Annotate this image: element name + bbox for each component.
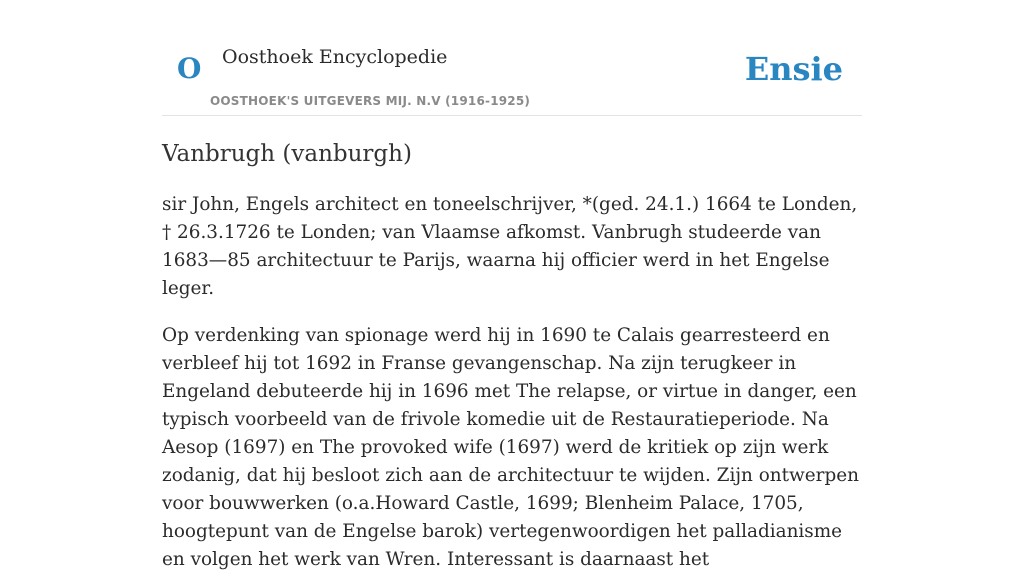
page-header bbox=[162, 0, 862, 116]
ensie-logo[interactable]: Ensie bbox=[744, 50, 843, 88]
article-title: Vanbrugh (vanburgh) bbox=[162, 141, 412, 167]
article-paragraph-2: Op verdenking van spionage werd hij in 1690 te Calais gearresteerd en verbleef hij tot 1692 in Franse gevangenschap. Na zijn terugkeer in Engeland debuteerde hij in 1696 met The relapse, or virtue in danger, een typisch voorbeeld van de frivole komedie uit de Restauratieperiode. Na Aesop (1697) en The provoked wife (1697) werd de kritiek op zijn werk zodanig, dat hij besloot zich aan de architectuur te wijden. Zijn ontwerpen voor bouwwerken (o.a.Howard Castle, 1699; Blenheim Palace, 1705, hoogtepunt van de Engelse barok) vertegenwoordigen het palladianisme en volgen het werk van Wren. Interessant is daarnaast het bbox=[162, 325, 859, 570]
page-container bbox=[162, 0, 862, 574]
publisher-label: OOSTHOEK'S UITGEVERS MIJ. N.V (1916-1925) bbox=[210, 94, 531, 108]
article-paragraph-1: sir John, Engels architect en toneelschrijver, *(ged. 24.1.) 1664 te Londen, † 26.3.1726 te Londen; van Vlaamse afkomst. Vanbrugh studeerde van 1683—85 architectuur te Parijs, waarna hij officier werd in het Engelse leger. bbox=[162, 194, 858, 299]
encyclopedia-title[interactable]: Oosthoek Encyclopedie bbox=[222, 46, 448, 68]
encyclopedia-letter-badge[interactable]: O bbox=[177, 52, 202, 85]
